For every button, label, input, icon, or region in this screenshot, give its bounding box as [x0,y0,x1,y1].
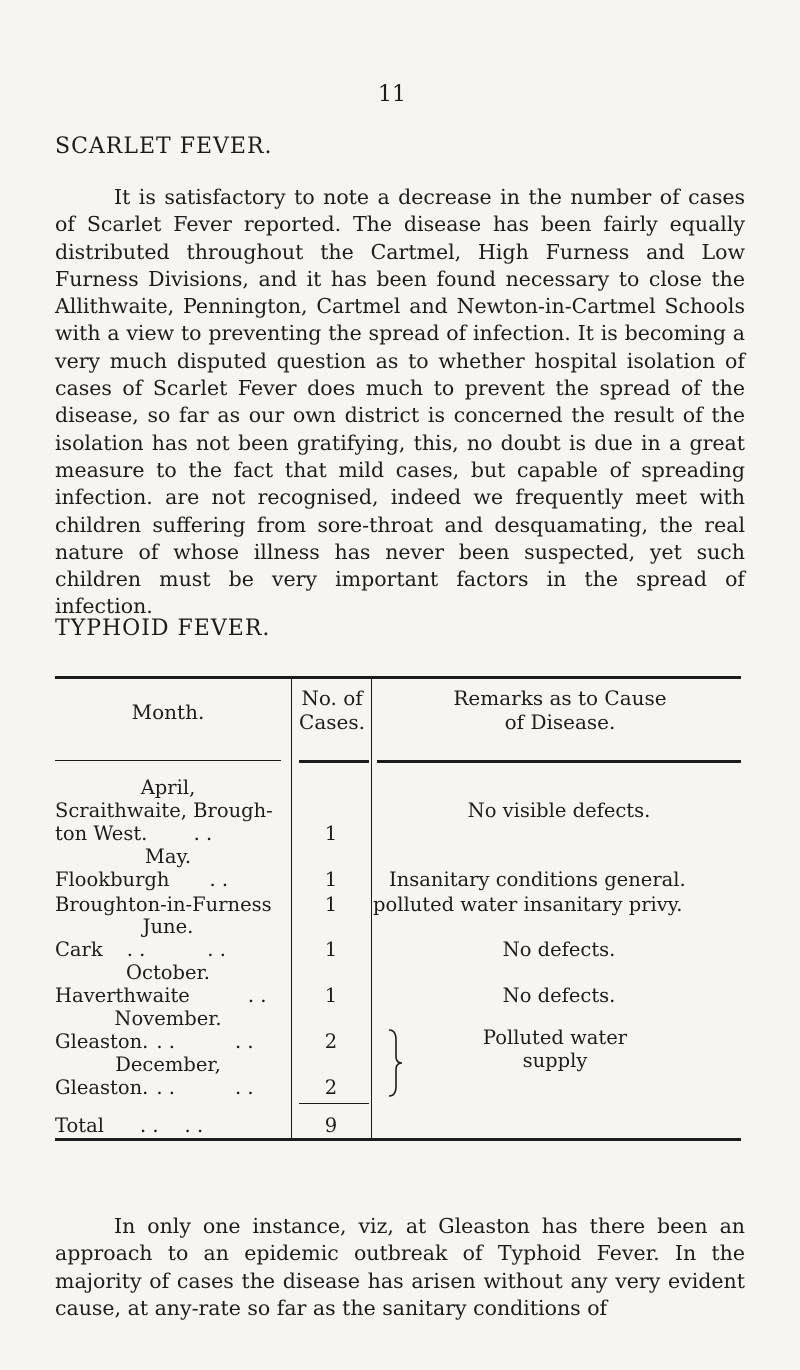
month-label: May. [144,845,192,868]
remark: polluted water insanitary privy. [373,893,683,916]
place-name: Gleaston. . . . . [55,1076,254,1099]
header-remarks: Remarks as to Cause of Disease. [453,686,667,734]
header-rule-month [55,760,281,761]
typhoid-fever-paragraph: In only one instance, viz, at Gleaston has there been an approach to an epidemic outbreak of Typhoid Fever. In the majority of cases the disease has arisen without any very evident cause, at any-rate so far as the sanitary conditions of [55,1214,745,1320]
table-top-rule [55,676,741,679]
header-rule-remarks [377,760,741,763]
place-name: Broughton-in-Furness [55,893,272,916]
remark-polluted-water: Polluted water supply [482,1026,628,1072]
header-rule-cases [299,760,369,763]
month-label: June. [142,915,194,938]
case-count: 1 [324,938,338,961]
remark: Insanitary conditions general. [389,868,686,891]
brace-icon [387,1028,405,1098]
place-name-continued: ton West. . . [55,822,213,845]
table-bottom-rule [55,1138,741,1141]
scarlet-fever-paragraph: It is satisfactory to note a decrease in the number of cases of Scarlet Fever reported. The disease has been fairly equally distributed throughout the Cartmel, High Furness and Low Furness Divisions, and it has been found necessary to close the Allithwaite, Pennington, Cartmel and Newton-in-Cartmel Schools with a view to preventing the spread of infection. It is becoming a very much disputed question as to whether hospital isolation of cases of Scarlet Fever does much to prevent the spread of the disease, so far as our own district is concerned the result of the isolation has not been gratifying, this, no doubt is due in a great measure to the fact that mild cases, but capable of spreading infection. are not recognised, indeed we frequently meet with children suffering from sore-throat and desquamating, the real nature of whose illness has never been suspected, yet such children must be very important factors in the spread of infection. [55,185,745,619]
column-divider-1 [291,678,292,1018]
typhoid-table [55,676,741,1021]
place-name: Flookburgh . . [55,868,229,891]
case-count: 1 [324,868,338,891]
month-label: April, [140,776,196,799]
place-name: Haverthwaite . . [55,984,267,1007]
case-count: 2 [324,1030,338,1053]
total-rule [299,1103,369,1104]
total-value: 9 [324,1114,338,1137]
place-name: Cark . . . . [55,938,226,961]
remark: No visible defects. [467,799,651,822]
case-count: 1 [324,984,338,1007]
month-label: November. [114,1007,222,1030]
month-label: December, [115,1053,221,1076]
remark: No defects. [502,984,616,1007]
header-month: Month. [131,700,205,724]
section-title-typhoid-fever: TYPHOID FEVER. [55,616,271,641]
column-divider-2-lower [371,1016,372,1140]
place-name: Gleaston. . . . . [55,1030,254,1053]
page-number: 11 [378,82,406,107]
place-name: Scraithwaite, Brough- [55,799,273,822]
month-label: October. [126,961,210,984]
remark: No defects. [502,938,616,961]
case-count: 2 [324,1076,338,1099]
column-divider-2 [371,678,372,1018]
case-count: 1 [324,822,338,845]
total-label: Total . . . . [55,1114,204,1137]
column-divider-1-lower [291,1016,292,1140]
header-cases: No. of Cases. [299,686,365,734]
case-count: 1 [324,893,338,916]
section-title-scarlet-fever: SCARLET FEVER. [55,134,273,159]
